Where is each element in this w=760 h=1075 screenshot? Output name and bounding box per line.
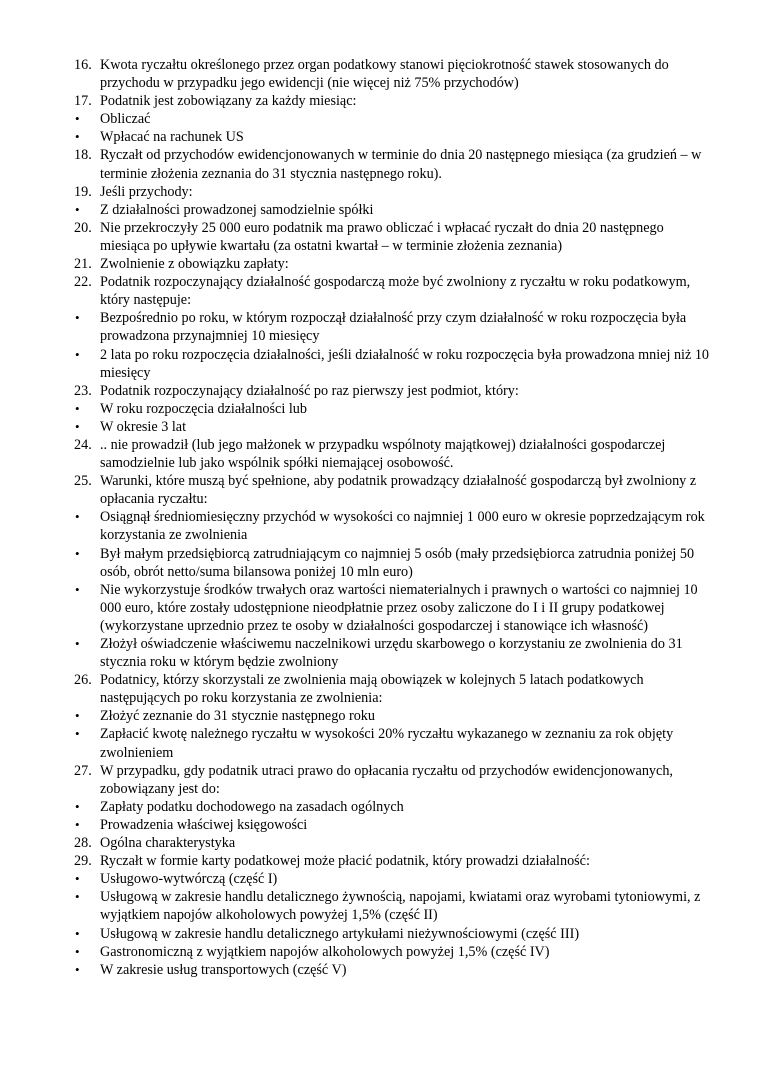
item-text: Usługową w zakresie handlu detalicznego żywnością, napojami, kwiatami oraz wyrobami tytoniowymi, z wyjątkiem napojów alkoholowych powyżej 1,5% (część II) [100,889,701,924]
item-text: W okresie 3 lat [100,418,187,435]
bullet-list-item [60,798,710,816]
item-number: 29. [74,853,92,870]
bullet-list-item [60,110,710,128]
item-text: Usługowo-wytwórczą (część I) [100,871,278,888]
bullet-marker: • [75,400,80,416]
bullet-list-item [60,128,710,146]
bullet-list-item [60,508,710,544]
numbered-list-item [60,255,710,273]
item-text: 2 lata po roku rozpoczęcia działalności, jeśli działalność w roku rozpoczęcia była prowadzona mniej niż 10 miesięcy [100,346,710,381]
numbered-list-item [60,762,710,798]
item-text: Zapłaty podatku dochodowego na zasadach ogólnych [100,798,404,815]
item-text: Kwota ryczałtu określonego przez organ podatkowy stanowi pięciokrotność stawek stosowanych do przychodu w przypadku jego ewidencji (nie więcej niż 75% przychodów) [100,57,669,92]
bullet-marker: • [75,871,80,887]
item-text: Podatnik rozpoczynający działalność gospodarczą może być zwolniony z ryczałtu w roku podatkowym, który następuje: [100,274,691,309]
item-text: Był małym przedsiębiorcą zatrudniającym co najmniej 5 osób (mały przedsiębiorca zatrudnia poniżej 50 osób, obrót netto/suma bilansowa poniżej 10 mln euro) [100,545,695,580]
item-text: W przypadku, gdy podatnik utraci prawo do opłacania ryczałtu od przychodów ewidencjonowanych, zobowiązany jest do: [100,762,673,797]
bullet-list-item [60,201,710,219]
document-list [60,56,710,979]
item-text: Warunki, które muszą być spełnione, aby podatnik prowadzący działalność gospodarczą był zwolniony z opłacania ryczałtu: [100,473,697,508]
item-text: Podatnicy, którzy skorzystali ze zwolnienia mają obowiązek w kolejnych 5 latach podatkowych następujących po roku korzystania ze zwolnienia: [100,672,644,707]
numbered-list-item [60,56,710,92]
item-number: 17. [74,93,92,110]
item-text: Wpłacać na rachunek US [100,129,244,146]
item-text: Złożyć zeznanie do 31 stycznie następnego roku [100,708,375,725]
item-text: Gastronomiczną z wyjątkiem napojów alkoholowych powyżej 1,5% (część IV) [100,943,550,960]
bullet-list-item [60,925,710,943]
item-text: .. nie prowadził (lub jego małżonek w przypadku wspólnoty majątkowej) działalności gospodarczej samodzielnie lub jako wspólnik spółki niemającej osobowość. [100,436,666,472]
bullet-marker: • [75,889,80,905]
item-number: 25. [74,473,92,490]
numbered-list-item [60,183,710,201]
numbered-list-item [60,382,710,400]
item-text: Z działalności prowadzonej samodzielnie spółki [100,201,374,218]
bullet-marker: • [75,418,80,434]
bullet-list-item [60,400,710,418]
bullet-list-item [60,888,710,924]
item-number: 24. [74,436,92,453]
item-text: Prowadzenia właściwej księgowości [100,816,308,833]
item-text: Ryczałt w formie karty podatkowej może płacić podatnik, który prowadzi działalność: [100,853,590,870]
bullet-marker: • [75,726,80,742]
item-text: Ogólna charakterystyka [100,835,236,852]
bullet-list-item [60,545,710,581]
bullet-marker: • [75,129,80,145]
bullet-marker: • [75,545,80,561]
numbered-list-item [60,146,710,182]
item-number: 28. [74,835,92,852]
item-text: Złożył oświadczenie właściwemu naczelnikowi urzędu skarbowego o korzystaniu ze zwolnienia do 31 stycznia roku w którym będzie zwolniony [100,636,683,671]
bullet-list-item [60,961,710,979]
item-text: Obliczać [100,111,151,128]
numbered-list-item [60,834,710,852]
numbered-list-item [60,671,710,707]
bullet-list-item [60,581,710,635]
bullet-list-item [60,816,710,834]
numbered-list-item [60,472,710,508]
bullet-marker: • [75,111,80,127]
item-text: Zapłacić kwotę należnego ryczałtu w wysokości 20% ryczałtu wykazanego w zeznaniu za rok objęty zwolnieniem [100,726,674,761]
item-text: Ryczałt od przychodów ewidencjonowanych w terminie do dnia 20 następnego miesiąca (za grudzień – w terminie złożenia zeznania do 31 stycznia następnego roku). [100,147,702,182]
bullet-list-item [60,309,710,345]
item-text: Podatnik jest zobowiązany za każdy miesiąc: [100,93,357,110]
bullet-list-item [60,418,710,436]
item-text: Nie przekroczyły 25 000 euro podatnik ma prawo obliczać i wpłacać ryczałt do dnia 20 następnego miesiąca po upływie kwartału (za ostatni kwartał – w terminie złożenia zeznania) [100,219,664,254]
item-number: 21. [74,256,92,273]
item-number: 22. [74,274,92,291]
bullet-list-item [60,707,710,725]
bullet-marker: • [75,581,80,597]
bullet-marker: • [75,925,80,941]
item-number: 19. [74,183,92,200]
item-text: Jeśli przychody: [100,183,193,200]
bullet-list-item [60,943,710,961]
item-number: 16. [74,57,92,73]
numbered-list-item [60,219,710,255]
bullet-marker: • [75,346,80,362]
bullet-marker: • [75,201,80,217]
item-text: Zwolnienie z obowiązku zapłaty: [100,256,289,273]
bullet-marker: • [75,816,80,832]
item-number: 18. [74,147,92,164]
item-number: 20. [74,219,92,236]
numbered-list-item [60,436,710,472]
item-number: 23. [74,382,92,399]
bullet-marker: • [75,509,80,525]
item-number: 27. [74,762,92,779]
bullet-marker: • [75,943,80,959]
bullet-list-item [60,725,710,761]
item-number: 26. [74,672,92,689]
item-text: W roku rozpoczęcia działalności lub [100,400,307,417]
bullet-list-item [60,635,710,671]
numbered-list-item [60,852,710,870]
item-text: Nie wykorzystuje środków trwałych oraz wartości niematerialnych i prawnych o wartości co najmniej 10 000 euro, które zostały udostępnione nieodpłatnie przez osoby zaliczone do I i II grupy podatkowej (wykorzystane uprzednio przez te osoby w działalności gospodarczej i stanowiące ich własność) [100,581,698,634]
item-text: W zakresie usług transportowych (część V) [100,961,347,978]
bullet-list-item [60,346,710,382]
numbered-list-item [60,92,710,110]
numbered-list-item [60,273,710,309]
bullet-marker: • [75,961,80,977]
bullet-list-item [60,870,710,888]
item-text: Podatnik rozpoczynający działalność po raz pierwszy jest podmiot, który: [100,382,519,399]
bullet-marker: • [75,798,80,814]
bullet-marker: • [75,310,80,326]
item-text: Usługową w zakresie handlu detalicznego artykułami nieżywnościowymi (część III) [100,925,580,942]
bullet-marker: • [75,636,80,651]
bullet-marker: • [75,708,80,724]
item-text: Osiągnął średniomiesięczny przychód w wysokości co najmniej 1 000 euro w okresie poprzedzającym rok korzystania ze zwolnienia [100,509,705,544]
item-text: Bezpośrednio po roku, w którym rozpoczął działalność przy czym działalność w roku rozpoczęcia była prowadzona przynajmniej 10 miesięcy [100,310,687,345]
